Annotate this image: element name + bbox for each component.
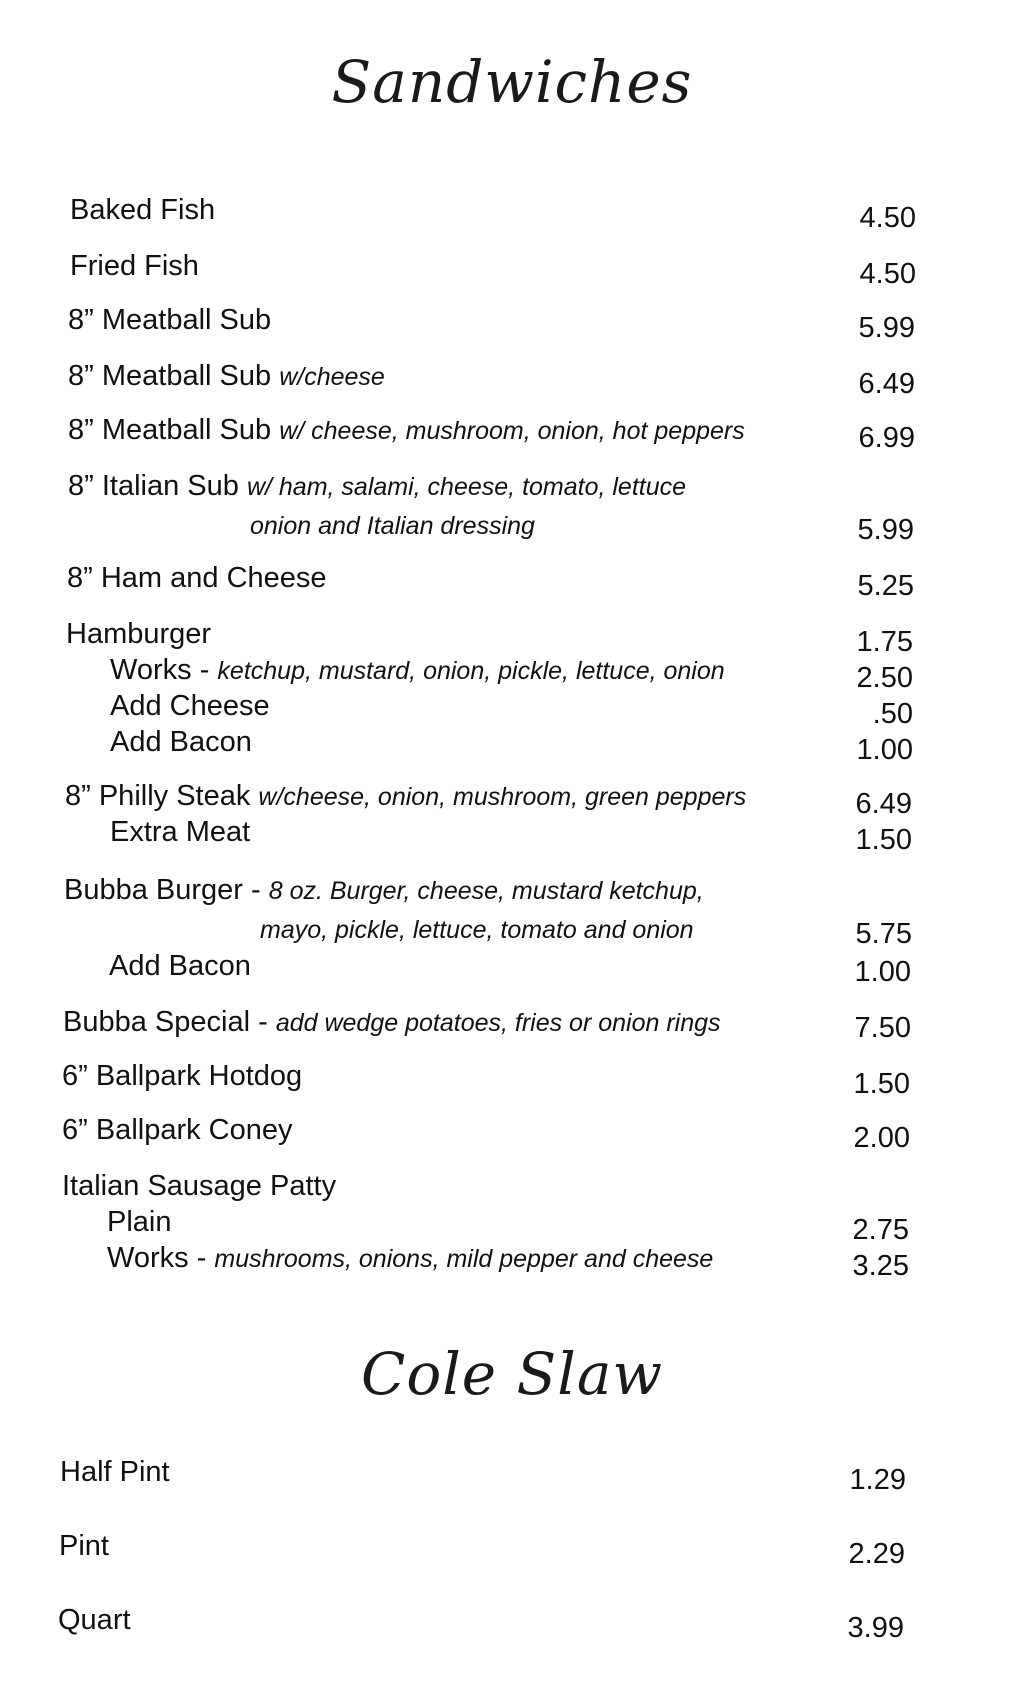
item-price: 2.50: [856, 662, 913, 694]
item-price: 1.00: [856, 734, 913, 766]
item-name: Add Bacon: [110, 726, 252, 758]
item-name: Hamburger: [66, 618, 212, 650]
item-price: 1.50: [855, 824, 912, 856]
menu-item: [110, 652, 725, 689]
item-name: 8” Italian Sub: [68, 470, 239, 502]
item-name: 8” Meatball Sub: [68, 360, 272, 392]
menu-item: [63, 1004, 721, 1041]
item-price: 6.49: [858, 368, 915, 400]
menu-item: [110, 724, 252, 760]
item-name: Fried Fish: [70, 250, 199, 282]
item-name: 8” Philly Steak: [65, 780, 251, 812]
menu-item: [70, 248, 199, 284]
item-name: 8” Meatball Sub: [68, 414, 272, 446]
item-description: w/cheese, onion, mushroom, green peppers: [258, 783, 747, 811]
item-price: 5.25: [857, 570, 914, 602]
item-price: 5.99: [857, 514, 914, 546]
item-description: 8 oz. Burger, cheese, mustard ketchup,: [268, 877, 704, 905]
menu-item: [109, 948, 251, 984]
item-name: Works -: [107, 1242, 207, 1274]
item-description-continued: mayo, pickle, lettuce, tomato and onion: [260, 916, 694, 944]
item-description: w/cheese: [279, 363, 385, 391]
item-price: 4.50: [859, 258, 916, 290]
item-name: Bubba Special -: [63, 1006, 268, 1038]
item-description-continued: onion and Italian dressing: [250, 512, 535, 540]
menu-item: [62, 1058, 302, 1094]
item-price: 2.00: [853, 1122, 910, 1154]
menu-item: [59, 1528, 109, 1564]
item-name: Bubba Burger -: [64, 874, 261, 906]
menu-item: [68, 468, 686, 505]
item-name: Pint: [59, 1530, 109, 1562]
cole-slaw-heading: Cole Slaw: [360, 1340, 664, 1408]
item-name: Quart: [58, 1604, 131, 1636]
menu-item: [66, 616, 211, 652]
menu-item: [65, 778, 746, 815]
menu-item: [60, 1454, 170, 1490]
item-price: 3.99: [847, 1612, 904, 1644]
item-name: Add Bacon: [109, 950, 251, 982]
item-description: w/ ham, salami, cheese, tomato, lettuce: [246, 473, 687, 501]
item-name: 6” Ballpark Hotdog: [62, 1060, 303, 1092]
menu-item: [64, 872, 704, 909]
item-name: Add Cheese: [110, 690, 270, 722]
menu-item: [68, 412, 745, 449]
sandwiches-heading: Sandwiches: [331, 48, 693, 116]
item-price: 1.29: [849, 1464, 906, 1496]
item-name: Italian Sausage Patty: [62, 1170, 337, 1202]
item-price: 5.75: [855, 918, 912, 950]
menu-item: [67, 560, 327, 596]
item-description: ketchup, mustard, onion, pickle, lettuce, onion: [217, 657, 725, 685]
item-price: 4.50: [859, 202, 916, 234]
item-price: 3.25: [852, 1250, 909, 1282]
menu-item: [70, 192, 215, 228]
item-price: 1.00: [854, 956, 911, 988]
item-price: 1.75: [856, 626, 913, 658]
item-price: 6.99: [858, 422, 915, 454]
menu-item: [107, 1240, 713, 1277]
item-description: mushrooms, onions, mild pepper and cheese: [214, 1245, 714, 1273]
item-name: Extra Meat: [110, 816, 251, 848]
menu-item: [110, 814, 250, 850]
item-description: add wedge potatoes, fries or onion rings: [275, 1009, 721, 1037]
item-name: Half Pint: [60, 1456, 170, 1488]
menu-item: [62, 1112, 293, 1148]
menu-item: [62, 1168, 336, 1204]
menu-item: [110, 688, 270, 724]
item-name: 6” Ballpark Coney: [62, 1114, 293, 1146]
menu-item: [68, 358, 385, 395]
item-price: 6.49: [855, 788, 912, 820]
item-name: Works -: [110, 654, 210, 686]
menu-item: [58, 1602, 131, 1638]
item-name: 8” Meatball Sub: [68, 304, 272, 336]
item-price: 2.29: [848, 1538, 905, 1570]
item-price: 7.50: [854, 1012, 911, 1044]
item-price: 5.99: [858, 312, 915, 344]
item-price: .50: [872, 698, 913, 730]
item-price: 2.75: [852, 1214, 909, 1246]
menu-item: [68, 302, 271, 338]
item-description: w/ cheese, mushroom, onion, hot peppers: [279, 417, 745, 445]
item-name: Plain: [107, 1206, 172, 1238]
item-name: 8” Ham and Cheese: [67, 562, 327, 594]
menu-item: [107, 1204, 172, 1240]
item-name: Baked Fish: [70, 194, 216, 226]
item-price: 1.50: [853, 1068, 910, 1100]
